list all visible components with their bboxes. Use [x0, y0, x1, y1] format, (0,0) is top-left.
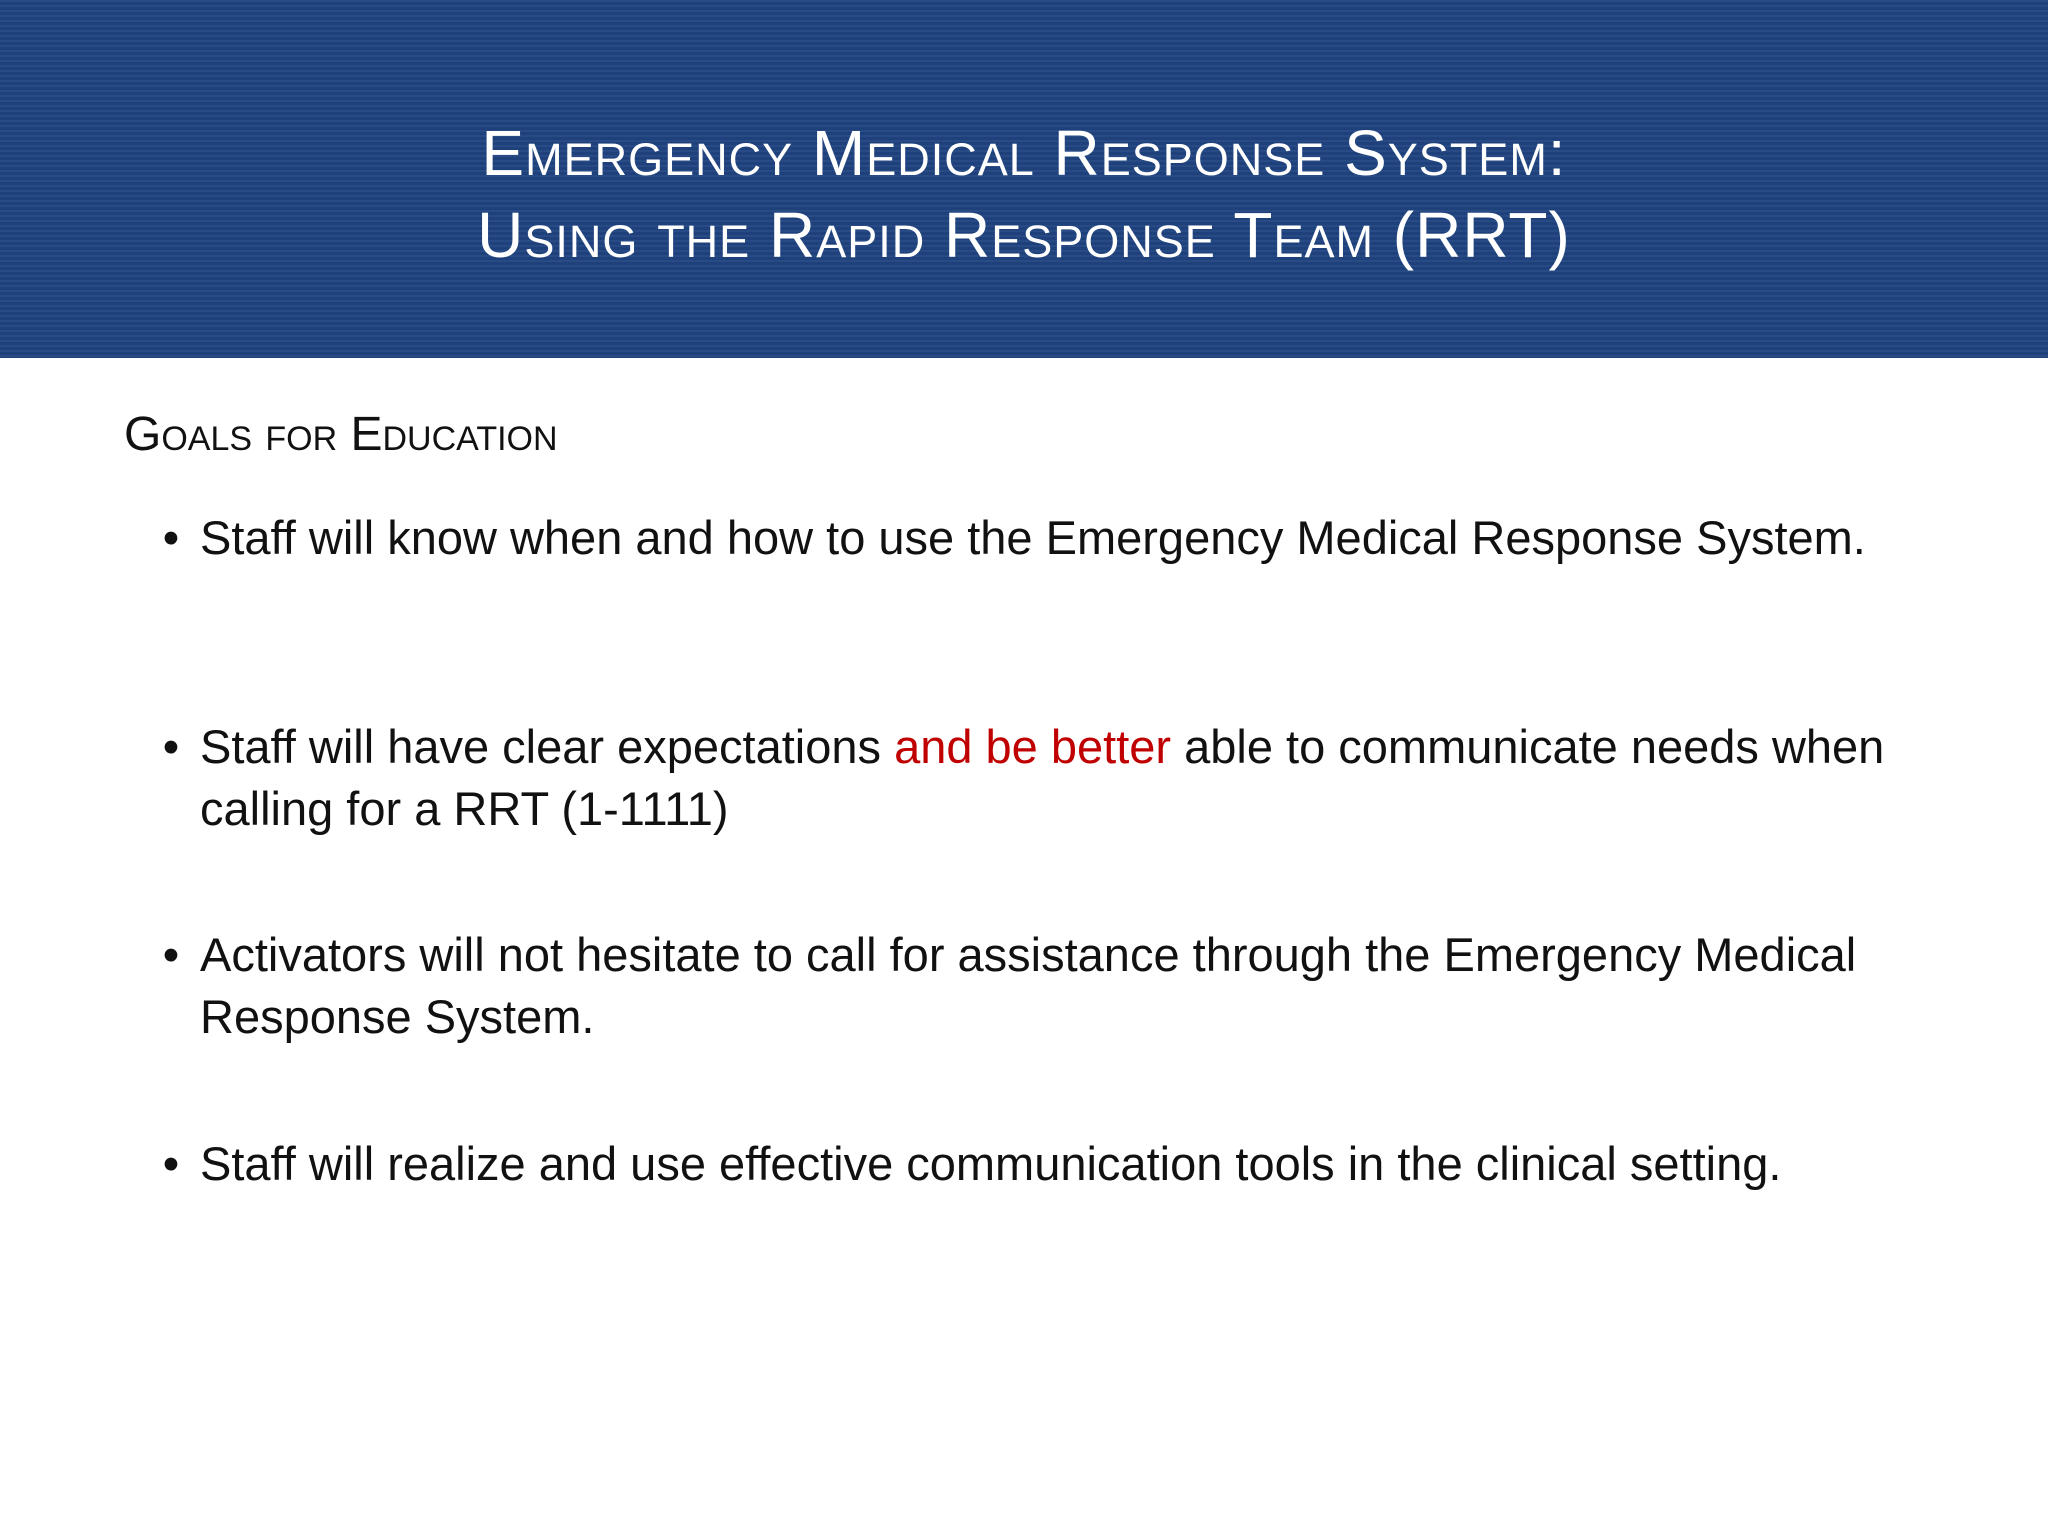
- bullet-text-after: able to communicate needs when calling for a RRT (1-1111): [200, 720, 1885, 835]
- bullet-item: [162, 1133, 1940, 1195]
- bullet-text-highlight: and be better: [894, 720, 1172, 773]
- bullet-text: Staff will know when and how to use the Emergency Medical Response System.: [200, 511, 1866, 564]
- bullet-dot-icon: •: [162, 511, 180, 564]
- bullet-text: [200, 720, 1884, 835]
- title-banner: [0, 0, 2048, 358]
- bullet-text: Staff will realize and use effective communication tools in the clinical setting.: [200, 1137, 1782, 1190]
- bullet-text-before: Staff will have clear expectations: [200, 720, 895, 773]
- bullet-dot-icon: •: [162, 928, 180, 981]
- slide-title-line-1: Emergency Medical Response System:: [481, 117, 1567, 189]
- section-heading: Goals for Education: [124, 408, 558, 461]
- bullet-item: [162, 716, 1940, 840]
- slide-title: [0, 112, 2048, 276]
- slide-title-line-2: Using the Rapid Response Team (RRT): [477, 199, 1571, 271]
- bullet-item: [162, 924, 1940, 1048]
- bullet-dot-icon: •: [162, 1137, 180, 1190]
- bullet-dot-icon: •: [162, 720, 180, 773]
- bullet-text: Activators will not hesitate to call for assistance through the Emergency Medical Response System.: [200, 928, 1857, 1043]
- bullet-item: [162, 507, 1940, 569]
